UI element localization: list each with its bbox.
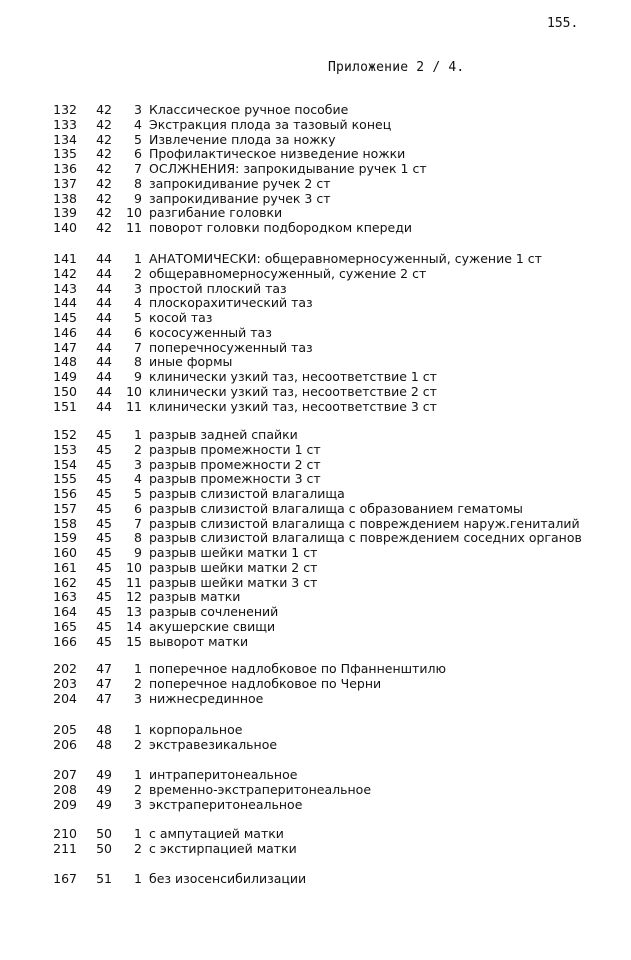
item-number: 3 [134,102,142,117]
item-number: 7 [134,161,142,176]
section-code: 44 [96,280,112,296]
row-code: 140 [53,220,77,235]
appendix-label: Приложение 2 / 4. [328,60,465,75]
item-number: 2 [134,441,142,457]
section-code: 42 [96,190,112,206]
row-code: 209 [53,796,77,812]
section-code: 44 [96,251,112,266]
item-description: разрыв сочленений [149,604,279,619]
item-description: запрокидивание ручек 2 ст [149,175,331,191]
item-number: 5 [134,131,142,147]
item-number: 1 [134,251,142,266]
item-number: 9 [134,190,142,206]
item-description: клинически узкий таз, несоответствие 2 ст [149,383,437,399]
item-description: клинически узкий таз, несоответствие 3 ст [149,398,437,414]
row-code: 205 [53,722,77,737]
section-code: 45 [96,618,112,634]
item-description: выворот матки [149,633,249,649]
item-description: ОСЛЖНЕНИЯ: запрокидывание ручек 1 ст [149,161,427,176]
row-code: 165 [53,618,77,634]
row-code: 164 [53,604,77,619]
section-code: 51 [96,871,112,886]
section-code: 42 [96,220,112,235]
row-code: 156 [53,486,77,501]
row-code: 166 [53,633,77,649]
item-number: 8 [134,354,142,370]
section-code: 44 [96,324,112,340]
section-code: 45 [96,545,112,560]
item-description: акушерские свищи [149,618,276,634]
item-number: 1 [134,722,142,737]
item-number: 1 [134,871,142,886]
item-number: 1 [134,826,142,841]
row-code: 167 [53,871,77,886]
item-number: 5 [134,310,142,325]
item-description: косой таз [149,310,213,325]
section-code: 49 [96,767,112,782]
section-code: 45 [96,427,112,442]
section-code: 42 [96,116,112,132]
row-code: 133 [53,116,77,132]
item-description: разгибание головки [149,205,283,221]
item-number: 12 [126,589,142,605]
item-description: разрыв матки [149,589,241,605]
item-number: 11 [126,398,142,414]
item-description: Извлечение плода за ножку [149,131,336,147]
item-number: 6 [134,500,142,516]
section-code: 47 [96,661,112,676]
row-code: 134 [53,131,77,147]
section-code: 42 [96,131,112,147]
row-code: 157 [53,500,77,516]
row-code: 135 [53,146,77,162]
item-number: 1 [134,661,142,676]
row-code: 132 [53,102,77,117]
item-number: 11 [126,220,142,235]
item-description: корпоральное [149,722,243,737]
item-description: клинически узкий таз, несоответствие 1 ст [149,369,437,384]
item-description: поперечное надлобковое по Пфанненштилю [149,661,446,676]
row-code: 210 [53,826,77,841]
row-code: 206 [53,736,77,752]
item-number: 6 [134,146,142,162]
section-code: 44 [96,369,112,384]
section-code: 50 [96,840,112,856]
item-description: разрыв промежности 1 ст [149,441,321,457]
section-code: 42 [96,146,112,162]
section-code: 44 [96,339,112,355]
item-description: разрыв слизистой влагалища с повреждением наруж.гениталий [149,515,580,531]
row-code: 145 [53,310,77,325]
item-number: 2 [134,736,142,752]
section-code: 44 [96,265,112,281]
section-code: 50 [96,826,112,841]
item-number: 7 [134,339,142,355]
row-code: 202 [53,661,77,676]
row-code: 138 [53,190,77,206]
item-description: нижнесрединное [149,690,264,706]
row-code: 159 [53,530,77,546]
item-number: 3 [134,456,142,472]
row-code: 158 [53,515,77,531]
section-code: 45 [96,456,112,472]
row-code: 150 [53,383,77,399]
item-number: 2 [134,840,142,856]
item-number: 9 [134,369,142,384]
section-code: 42 [96,175,112,191]
row-code: 142 [53,265,77,281]
section-code: 45 [96,633,112,649]
section-code: 45 [96,530,112,546]
item-description: иные формы [149,354,233,370]
item-number: 1 [134,767,142,782]
item-number: 15 [126,633,142,649]
item-description: Экстракция плода за тазовый конец [149,116,392,132]
item-number: 14 [126,618,142,634]
row-code: 154 [53,456,77,472]
item-number: 10 [126,205,142,221]
item-number: 4 [134,295,142,311]
section-code: 45 [96,441,112,457]
item-number: 5 [134,486,142,501]
item-number: 4 [134,116,142,132]
item-description: АНАТОМИЧЕСКИ: общеравномерносуженный, сужение 1 ст [149,251,542,266]
item-number: 7 [134,515,142,531]
item-description: с экстирпацией матки [149,840,297,856]
item-number: 3 [134,690,142,706]
row-code: 147 [53,339,77,355]
row-code: 136 [53,161,77,176]
item-number: 8 [134,175,142,191]
item-description: Профилактическое низведение ножки [149,146,406,162]
row-code: 153 [53,441,77,457]
row-code: 162 [53,574,77,590]
item-description: разрыв шейки матки 2 ст [149,559,318,575]
row-code: 161 [53,559,77,575]
row-code: 207 [53,767,77,782]
section-code: 42 [96,102,112,117]
section-code: 44 [96,383,112,399]
row-code: 204 [53,690,77,706]
item-description: поперечносуженный таз [149,339,313,355]
section-code: 44 [96,354,112,370]
section-code: 49 [96,781,112,797]
section-code: 45 [96,471,112,487]
section-code: 49 [96,796,112,812]
item-description: простой плоский таз [149,280,287,296]
row-code: 151 [53,398,77,414]
item-number: 1 [134,427,142,442]
section-code: 44 [96,295,112,311]
item-description: разрыв шейки матки 1 ст [149,545,318,560]
item-description: экстраперитонеальное [149,796,303,812]
item-description: интраперитонеальное [149,767,298,782]
item-description: поворот головки подбородком кпереди [149,220,412,235]
row-code: 160 [53,545,77,560]
item-number: 2 [134,265,142,281]
section-code: 42 [96,161,112,176]
item-number: 3 [134,796,142,812]
item-description: разрыв слизистой влагалища с повреждением соседних органов [149,530,582,546]
item-description: разрыв слизистой влагалища с образованием гематомы [149,500,523,516]
section-code: 45 [96,589,112,605]
item-description: разрыв задней спайки [149,427,298,442]
item-description: разрыв слизистой влагалища [149,486,345,501]
item-number: 2 [134,781,142,797]
item-number: 13 [126,604,142,619]
item-number: 10 [126,383,142,399]
section-code: 48 [96,736,112,752]
item-description: временно-экстраперитонеальное [149,781,372,797]
section-code: 44 [96,310,112,325]
row-code: 139 [53,205,77,221]
item-description: кососуженный таз [149,324,272,340]
item-description: экстравезикальное [149,736,278,752]
item-number: 10 [126,559,142,575]
item-number: 11 [126,574,142,590]
item-number: 9 [134,545,142,560]
item-description: разрыв шейки матки 3 ст [149,574,318,590]
section-code: 47 [96,675,112,691]
section-code: 45 [96,486,112,501]
row-code: 211 [53,840,77,856]
item-description: запрокидивание ручек 3 ст [149,190,331,206]
page-number: 155. [547,16,579,31]
section-code: 44 [96,398,112,414]
row-code: 149 [53,369,77,384]
section-code: 45 [96,559,112,575]
section-code: 45 [96,515,112,531]
item-description: с ампутацией матки [149,826,284,841]
row-code: 152 [53,427,77,442]
section-code: 42 [96,205,112,221]
row-code: 144 [53,295,77,311]
row-code: 203 [53,675,77,691]
item-description: поперечное надлобковое по Черни [149,675,382,691]
row-code: 155 [53,471,77,487]
section-code: 48 [96,722,112,737]
row-code: 163 [53,589,77,605]
section-code: 45 [96,574,112,590]
row-code: 141 [53,251,77,266]
item-description: разрыв промежности 3 ст [149,471,321,487]
item-number: 2 [134,675,142,691]
item-description: Классическое ручное пособие [149,102,349,117]
item-number: 4 [134,471,142,487]
item-number: 3 [134,280,142,296]
item-number: 6 [134,324,142,340]
item-description: разрыв промежности 2 ст [149,456,321,472]
section-code: 45 [96,604,112,619]
row-code: 148 [53,354,77,370]
row-code: 146 [53,324,77,340]
item-description: общеравномерносуженный, сужение 2 ст [149,265,427,281]
row-code: 208 [53,781,77,797]
item-number: 8 [134,530,142,546]
row-code: 137 [53,175,77,191]
item-description: без изосенсибилизации [149,871,307,886]
section-code: 47 [96,690,112,706]
item-description: плоскорахитический таз [149,295,313,311]
section-code: 45 [96,500,112,516]
row-code: 143 [53,280,77,296]
